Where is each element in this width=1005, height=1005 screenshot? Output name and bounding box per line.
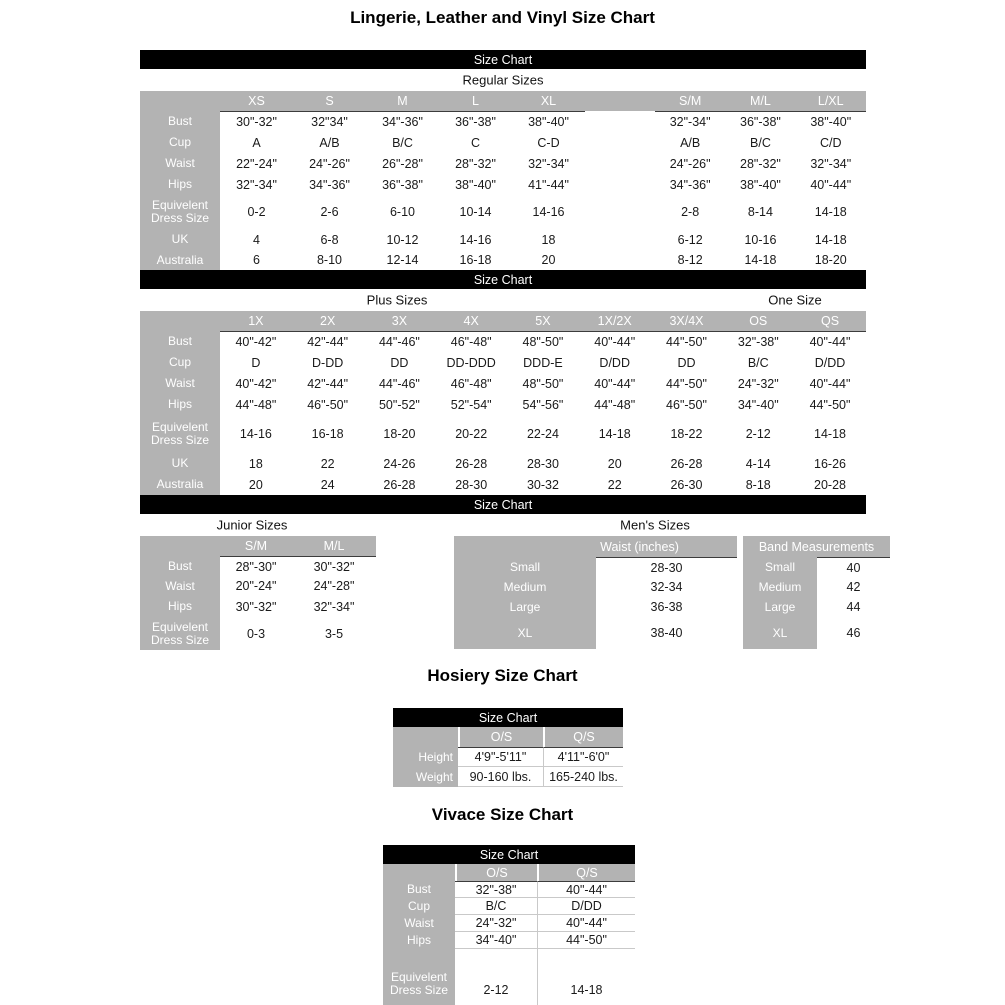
row-label: Bust — [140, 111, 220, 132]
row-label: Height — [393, 747, 458, 767]
row-label: Australia — [140, 474, 220, 495]
data-cell: 4'9"-5'11" — [458, 747, 543, 767]
data-cell: 14-18 — [579, 415, 651, 453]
data-cell: 32-34 — [596, 577, 737, 597]
lingerie-size-chart — [140, 50, 875, 650]
column-header-corner — [140, 311, 220, 331]
data-cell: 10-14 — [439, 195, 512, 229]
row-label: Hips — [140, 174, 220, 195]
data-cell: 48"-50" — [507, 331, 579, 352]
size-chart-bar: Size Chart — [383, 845, 635, 864]
data-cell: 20 — [512, 250, 585, 270]
vivace-table — [383, 864, 635, 1005]
regular-sizes-table — [140, 91, 866, 270]
data-cell: C/D — [796, 132, 866, 153]
mens-waist-table — [454, 536, 737, 649]
data-cell: 8-10 — [293, 250, 366, 270]
data-cell: 14-16 — [512, 195, 585, 229]
row-label: Bust — [140, 556, 220, 576]
data-cell: 0-2 — [220, 195, 293, 229]
vivace-title: Vivace Size Chart — [431, 805, 574, 824]
data-cell: D/DD — [537, 898, 635, 915]
data-cell: 44 — [817, 597, 890, 617]
data-cell: 32"-38" — [722, 331, 794, 352]
gap-cell — [585, 132, 655, 153]
data-cell: 38"-40" — [512, 111, 585, 132]
data-cell: 44"-46" — [364, 373, 436, 394]
column-header: 3X/4X — [651, 311, 723, 331]
page-title: Lingerie, Leather and Vinyl Size Chart — [350, 8, 655, 27]
row-label: Equivelent Dress Size — [140, 415, 220, 453]
data-cell: 42"-44" — [292, 331, 364, 352]
gap-cell — [585, 153, 655, 174]
data-cell: 12-14 — [366, 250, 439, 270]
data-cell: 22 — [579, 474, 651, 495]
data-cell: 44"-48" — [220, 394, 292, 415]
data-cell: 32"-34" — [796, 153, 866, 174]
data-cell: 14-18 — [725, 250, 795, 270]
data-cell: 16-26 — [794, 453, 866, 474]
data-cell: 38"-40" — [796, 111, 866, 132]
row-label: Cup — [140, 352, 220, 373]
data-cell: 18-20 — [796, 250, 866, 270]
data-cell: 44"-50" — [651, 331, 723, 352]
data-cell: 32"-34" — [512, 153, 585, 174]
row-label: Large — [454, 597, 596, 617]
data-cell: 16-18 — [439, 250, 512, 270]
row-label: Medium — [743, 577, 817, 597]
size-chart-bar: Size Chart — [140, 50, 866, 69]
data-cell: 14-18 — [796, 195, 866, 229]
data-cell: D — [220, 352, 292, 373]
data-cell: 24"-26" — [293, 153, 366, 174]
data-cell: 6 — [220, 250, 293, 270]
data-cell: 30-32 — [507, 474, 579, 495]
column-header: S/M — [655, 91, 725, 111]
data-cell: 34"-36" — [366, 111, 439, 132]
plus-sizes-table — [140, 311, 866, 495]
data-cell: 36"-38" — [366, 174, 439, 195]
data-cell: 34"-36" — [655, 174, 725, 195]
column-header: S/M — [220, 536, 292, 556]
row-label: Small — [454, 557, 596, 577]
data-cell: 46"-48" — [435, 331, 507, 352]
row-label: Equivelent Dress Size — [140, 617, 220, 650]
data-cell: 34"-40" — [455, 932, 537, 949]
column-header-corner — [383, 864, 455, 881]
data-cell: 3-5 — [292, 617, 376, 650]
row-label: Small — [743, 557, 817, 577]
column-header: 2X — [292, 311, 364, 331]
column-header: M/L — [292, 536, 376, 556]
junior-mens-section-row — [140, 514, 866, 536]
column-header: M/L — [725, 91, 795, 111]
row-label: Medium — [454, 577, 596, 597]
data-cell: 2-6 — [293, 195, 366, 229]
data-cell: 20-22 — [435, 415, 507, 453]
hosiery-size-chart — [393, 708, 623, 787]
data-cell: 40"-44" — [579, 331, 651, 352]
data-cell: 28-30 — [435, 474, 507, 495]
size-chart-bar: Size Chart — [140, 270, 866, 289]
gap-cell — [585, 195, 655, 229]
data-cell: 36"-38" — [439, 111, 512, 132]
data-cell: C — [439, 132, 512, 153]
data-cell: 20 — [579, 453, 651, 474]
row-label: Bust — [140, 331, 220, 352]
column-header: L — [439, 91, 512, 111]
data-cell: 24"-28" — [292, 576, 376, 596]
data-cell: 6-12 — [655, 229, 725, 250]
data-cell: 16-18 — [292, 415, 364, 453]
row-label: UK — [140, 453, 220, 474]
column-header: 5X — [507, 311, 579, 331]
data-cell: 26-30 — [651, 474, 723, 495]
data-cell: 4-14 — [722, 453, 794, 474]
data-cell: 14-16 — [220, 415, 292, 453]
row-label: Australia — [140, 250, 220, 270]
data-cell: 44"-50" — [651, 373, 723, 394]
column-header: XL — [512, 91, 585, 111]
data-cell: 2-8 — [655, 195, 725, 229]
table-header: Band Measurements — [743, 536, 890, 557]
data-cell: 32"-34" — [292, 596, 376, 617]
mens-band-table — [743, 536, 890, 649]
gap-cell — [585, 111, 655, 132]
data-cell: 42"-44" — [292, 373, 364, 394]
data-cell: 46"-48" — [435, 373, 507, 394]
column-header: QS — [794, 311, 866, 331]
data-cell: 50"-52" — [364, 394, 436, 415]
data-cell: 32"-34" — [655, 111, 725, 132]
column-header: S — [293, 91, 366, 111]
data-cell: A — [220, 132, 293, 153]
column-header: M — [366, 91, 439, 111]
data-cell: 30"-32" — [220, 111, 293, 132]
data-cell: 4'11"-6'0" — [543, 747, 623, 767]
data-cell: 24"-32" — [455, 915, 537, 932]
gap-cell — [585, 250, 655, 270]
row-label: Cup — [140, 132, 220, 153]
table-header: Waist (inches) — [454, 536, 737, 557]
column-header: Q/S — [537, 864, 635, 881]
column-header: L/XL — [796, 91, 866, 111]
size-chart-bar: Size Chart — [393, 708, 623, 727]
data-cell: 40"-44" — [796, 174, 866, 195]
data-cell: 44"-48" — [579, 394, 651, 415]
row-label: Cup — [383, 898, 455, 915]
data-cell: 28"-32" — [439, 153, 512, 174]
data-cell: 22-24 — [507, 415, 579, 453]
data-cell: 14-18 — [537, 949, 635, 1005]
gap-cell — [585, 174, 655, 195]
data-cell: 26-28 — [364, 474, 436, 495]
row-label: Hips — [140, 596, 220, 617]
data-cell: 46 — [817, 617, 890, 649]
column-header: 4X — [435, 311, 507, 331]
data-cell: 40"-42" — [220, 331, 292, 352]
data-cell: A/B — [293, 132, 366, 153]
data-cell: 34"-40" — [722, 394, 794, 415]
row-label: Waist — [383, 915, 455, 932]
data-cell: 10-16 — [725, 229, 795, 250]
data-cell: 24-26 — [364, 453, 436, 474]
regular-sizes-section-row — [140, 69, 866, 91]
plus-sizes-label: Plus Sizes — [366, 292, 428, 308]
data-cell: 26-28 — [651, 453, 723, 474]
data-cell: 22 — [292, 453, 364, 474]
data-cell: 40"-44" — [794, 331, 866, 352]
data-cell: 28"-32" — [725, 153, 795, 174]
column-header: 1X/2X — [579, 311, 651, 331]
data-cell: 18 — [220, 453, 292, 474]
data-cell: 8-14 — [725, 195, 795, 229]
data-cell: 6-10 — [366, 195, 439, 229]
data-cell: 36"-38" — [725, 111, 795, 132]
data-cell: 54"-56" — [507, 394, 579, 415]
row-label: XL — [743, 617, 817, 649]
data-cell: 8-12 — [655, 250, 725, 270]
data-cell: 18-22 — [651, 415, 723, 453]
data-cell: 52"-54" — [435, 394, 507, 415]
column-header: O/S — [455, 864, 537, 881]
data-cell: DD-DDD — [435, 352, 507, 373]
data-cell: 18 — [512, 229, 585, 250]
data-cell: 8-18 — [722, 474, 794, 495]
data-cell: 4 — [220, 229, 293, 250]
data-cell: 30"-32" — [292, 556, 376, 576]
data-cell: B/C — [366, 132, 439, 153]
data-cell: A/B — [655, 132, 725, 153]
junior-mens-tables — [140, 536, 875, 650]
data-cell: 2-12 — [455, 949, 537, 1005]
data-cell: 20-28 — [794, 474, 866, 495]
data-cell: DD — [651, 352, 723, 373]
data-cell: 26"-28" — [366, 153, 439, 174]
row-label: Equivelent Dress Size — [383, 949, 455, 1005]
one-size-label: One Size — [768, 292, 822, 308]
data-cell: 90-160 lbs. — [458, 767, 543, 787]
row-label: Hips — [383, 932, 455, 949]
data-cell: 40 — [817, 557, 890, 577]
data-cell: B/C — [725, 132, 795, 153]
data-cell: 40"-44" — [537, 915, 635, 932]
regular-sizes-label: Regular Sizes — [462, 72, 544, 88]
row-label: Large — [743, 597, 817, 617]
gap-cell — [585, 229, 655, 250]
data-cell: 24 — [292, 474, 364, 495]
data-cell: 26-28 — [435, 453, 507, 474]
data-cell: D/DD — [794, 352, 866, 373]
data-cell: 14-18 — [794, 415, 866, 453]
data-cell: 24"-26" — [655, 153, 725, 174]
column-header: O/S — [458, 727, 543, 747]
row-label: Weight — [393, 767, 458, 787]
junior-sizes-label: Junior Sizes — [216, 517, 288, 533]
column-header: 1X — [220, 311, 292, 331]
junior-sizes-table — [140, 536, 376, 650]
column-header: OS — [722, 311, 794, 331]
row-label: Waist — [140, 373, 220, 394]
data-cell: 18-20 — [364, 415, 436, 453]
data-cell: DDD-E — [507, 352, 579, 373]
row-label: Equivelent Dress Size — [140, 195, 220, 229]
data-cell: 36-38 — [596, 597, 737, 617]
data-cell: 32"34" — [293, 111, 366, 132]
data-cell: 20"-24" — [220, 576, 292, 596]
data-cell: 40"-44" — [537, 881, 635, 898]
data-cell: B/C — [455, 898, 537, 915]
data-cell: 38-40 — [596, 617, 737, 649]
plus-sizes-section-row — [140, 289, 866, 311]
hosiery-title: Hosiery Size Chart — [427, 666, 578, 685]
data-cell: 34"-36" — [293, 174, 366, 195]
data-cell: 28-30 — [596, 557, 737, 577]
row-label: Waist — [140, 153, 220, 174]
row-label: Waist — [140, 576, 220, 596]
data-cell: 44"-50" — [794, 394, 866, 415]
column-header-corner — [140, 536, 220, 556]
data-cell: 2-12 — [722, 415, 794, 453]
data-cell: D-DD — [292, 352, 364, 373]
data-cell: 14-16 — [439, 229, 512, 250]
data-cell: 6-8 — [293, 229, 366, 250]
column-header-corner — [140, 91, 220, 111]
row-label: Bust — [383, 881, 455, 898]
data-cell: 32"-38" — [455, 881, 537, 898]
row-label: XL — [454, 617, 596, 649]
column-header: 3X — [364, 311, 436, 331]
data-cell: 28-30 — [507, 453, 579, 474]
data-cell: 44"-46" — [364, 331, 436, 352]
row-label: Hips — [140, 394, 220, 415]
column-header: XS — [220, 91, 293, 111]
row-label: UK — [140, 229, 220, 250]
size-chart-bar: Size Chart — [140, 495, 866, 514]
vivace-size-chart — [383, 845, 635, 1005]
data-cell: 24"-32" — [722, 373, 794, 394]
data-cell: 46"-50" — [292, 394, 364, 415]
mens-sizes-label: Men's Sizes — [620, 517, 690, 533]
data-cell: D/DD — [579, 352, 651, 373]
data-cell: 40"-42" — [220, 373, 292, 394]
column-header-gap — [585, 91, 655, 111]
data-cell: 32"-34" — [220, 174, 293, 195]
data-cell: DD — [364, 352, 436, 373]
data-cell: 38"-40" — [439, 174, 512, 195]
data-cell: 41"-44" — [512, 174, 585, 195]
data-cell: 0-3 — [220, 617, 292, 650]
data-cell: B/C — [722, 352, 794, 373]
data-cell: 46"-50" — [651, 394, 723, 415]
data-cell: 30"-32" — [220, 596, 292, 617]
column-header: Q/S — [543, 727, 623, 747]
column-header-corner — [393, 727, 458, 747]
data-cell: 48"-50" — [507, 373, 579, 394]
data-cell: 14-18 — [796, 229, 866, 250]
data-cell: 20 — [220, 474, 292, 495]
data-cell: 22"-24" — [220, 153, 293, 174]
data-cell: 42 — [817, 577, 890, 597]
hosiery-table — [393, 727, 623, 787]
data-cell: C-D — [512, 132, 585, 153]
data-cell: 44"-50" — [537, 932, 635, 949]
data-cell: 10-12 — [366, 229, 439, 250]
data-cell: 165-240 lbs. — [543, 767, 623, 787]
data-cell: 38"-40" — [725, 174, 795, 195]
data-cell: 28"-30" — [220, 556, 292, 576]
data-cell: 40"-44" — [579, 373, 651, 394]
data-cell: 40"-44" — [794, 373, 866, 394]
